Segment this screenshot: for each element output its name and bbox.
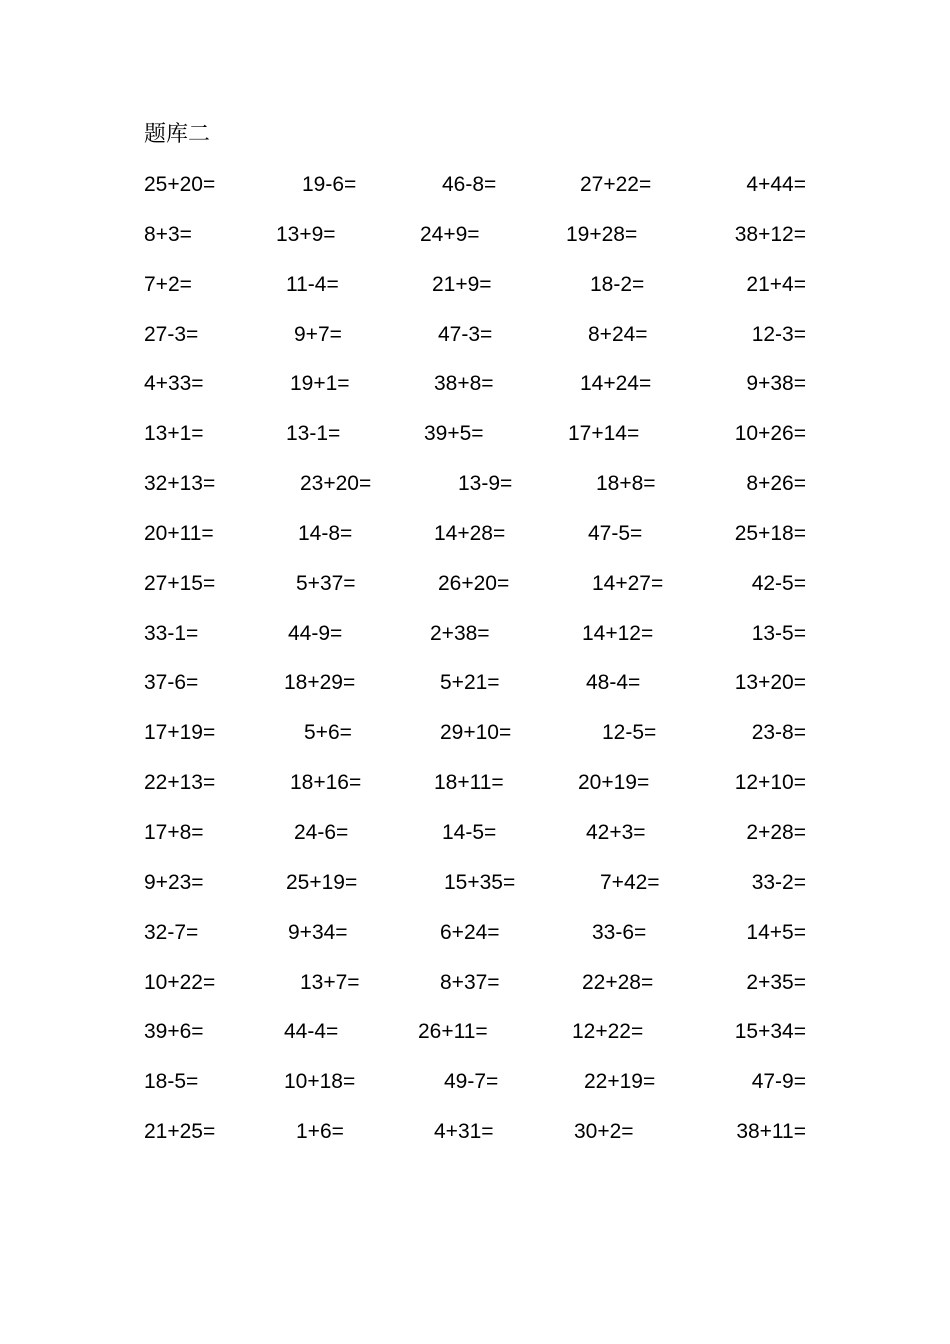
problem-cell: 8+3= xyxy=(144,222,192,246)
problem-row xyxy=(144,220,824,270)
problem-row xyxy=(144,1017,824,1067)
problem-cell: 5+37= xyxy=(296,571,356,595)
problem-row xyxy=(144,619,824,669)
problem-cell: 17+14= xyxy=(568,422,640,446)
problem-cell: 4+44= xyxy=(746,173,806,196)
problem-cell: 13-1= xyxy=(286,422,341,446)
problem-cell: 14+5= xyxy=(746,920,806,944)
problem-grid xyxy=(144,170,824,1167)
problem-cell: 47-9= xyxy=(751,1070,806,1094)
problem-cell: 17+19= xyxy=(144,721,216,745)
problem-cell: 9+34= xyxy=(288,920,348,944)
problem-cell: 19+28= xyxy=(566,222,638,246)
problem-cell: 9+7= xyxy=(294,322,342,346)
problem-cell: 24-6= xyxy=(294,820,349,844)
problem-cell: 24+9= xyxy=(420,222,480,246)
problem-cell: 18+11= xyxy=(434,771,504,795)
problem-cell: 2+28= xyxy=(746,820,806,844)
problem-cell: 39+6= xyxy=(144,1020,204,1044)
problem-row xyxy=(144,270,824,320)
problem-cell: 30+2= xyxy=(574,1120,634,1144)
problem-cell: 21+4= xyxy=(746,272,806,296)
problem-cell: 26+11= xyxy=(418,1020,488,1044)
problem-cell: 10+22= xyxy=(144,970,216,994)
problem-cell: 12+22= xyxy=(572,1020,644,1044)
problem-cell: 15+35= xyxy=(444,870,516,894)
problem-cell: 23-8= xyxy=(751,721,806,745)
page-title: 题库二 xyxy=(144,122,211,147)
problem-cell: 47-5= xyxy=(588,521,643,545)
problem-row xyxy=(144,968,824,1018)
problem-cell: 12-5= xyxy=(602,721,657,745)
problem-cell: 38+12= xyxy=(734,222,806,246)
problem-cell: 9+23= xyxy=(144,870,204,894)
problem-row xyxy=(144,718,824,768)
problem-cell: 2+35= xyxy=(746,970,806,994)
problem-cell: 27-3= xyxy=(144,322,199,346)
problem-cell: 14+12= xyxy=(582,621,654,645)
problem-cell: 14+27= xyxy=(592,571,664,595)
problem-cell: 18+16= xyxy=(290,771,362,795)
problem-cell: 4+31= xyxy=(434,1120,494,1144)
problem-cell: 33-2= xyxy=(751,870,806,894)
problem-cell: 6+24= xyxy=(440,920,500,944)
problem-cell: 22+28= xyxy=(582,970,654,994)
problem-cell: 44-9= xyxy=(288,621,343,645)
problem-cell: 13+20= xyxy=(734,671,806,695)
problem-row xyxy=(144,469,824,519)
problem-cell: 48-4= xyxy=(586,671,641,695)
problem-cell: 46-8= xyxy=(442,173,497,196)
problem-cell: 8+24= xyxy=(588,322,648,346)
problem-cell: 27+22= xyxy=(580,173,652,196)
problem-cell: 8+26= xyxy=(746,472,806,496)
problem-row xyxy=(144,170,824,220)
problem-cell: 25+20= xyxy=(144,173,216,196)
problem-cell: 14-8= xyxy=(298,521,353,545)
problem-cell: 11-4= xyxy=(286,272,339,296)
problem-cell: 22+13= xyxy=(144,771,216,795)
problem-cell: 37-6= xyxy=(144,671,199,695)
problem-cell: 5+21= xyxy=(440,671,500,695)
problem-row xyxy=(144,519,824,569)
problem-cell: 32+13= xyxy=(144,472,216,496)
problem-cell: 8+37= xyxy=(440,970,500,994)
problem-row xyxy=(144,1067,824,1117)
problem-cell: 4+33= xyxy=(144,372,204,396)
problem-row xyxy=(144,419,824,469)
problem-cell: 9+38= xyxy=(746,372,806,396)
problem-cell: 42-5= xyxy=(751,571,806,595)
problem-cell: 25+18= xyxy=(734,521,806,545)
problem-cell: 2+38= xyxy=(430,621,490,645)
problem-cell: 44-4= xyxy=(284,1020,339,1044)
problem-cell: 38+8= xyxy=(434,372,494,396)
problem-cell: 49-7= xyxy=(444,1070,499,1094)
problem-row xyxy=(144,768,824,818)
problem-cell: 33-6= xyxy=(592,920,647,944)
problem-cell: 25+19= xyxy=(286,870,358,894)
problem-cell: 1+6= xyxy=(296,1120,344,1144)
problem-cell: 14+28= xyxy=(434,521,506,545)
problem-cell: 14+24= xyxy=(580,372,652,396)
problem-cell: 12-3= xyxy=(751,322,806,346)
problem-row xyxy=(144,918,824,968)
problem-row xyxy=(144,868,824,918)
problem-cell: 7+42= xyxy=(600,870,660,894)
problem-cell: 26+20= xyxy=(438,571,510,595)
problem-cell: 7+2= xyxy=(144,272,192,296)
problem-row xyxy=(144,320,824,370)
problem-cell: 13-5= xyxy=(751,621,806,645)
problem-cell: 18-2= xyxy=(590,272,645,296)
problem-cell: 13-9= xyxy=(458,472,513,496)
problem-cell: 21+9= xyxy=(432,272,492,296)
problem-cell: 13+9= xyxy=(276,222,336,246)
problem-row xyxy=(144,818,824,868)
problem-cell: 42+3= xyxy=(586,820,646,844)
problem-row xyxy=(144,1117,824,1167)
problem-row xyxy=(144,369,824,419)
problem-cell: 22+19= xyxy=(584,1070,656,1094)
problem-cell: 14-5= xyxy=(442,820,497,844)
problem-cell: 33-1= xyxy=(144,621,199,645)
problem-cell: 12+10= xyxy=(734,771,806,795)
problem-cell: 47-3= xyxy=(438,322,493,346)
problem-cell: 20+11= xyxy=(144,521,214,545)
problem-cell: 23+20= xyxy=(300,472,372,496)
problem-cell: 18-5= xyxy=(144,1070,199,1094)
problem-cell: 17+8= xyxy=(144,820,204,844)
problem-cell: 10+18= xyxy=(284,1070,356,1094)
problem-cell: 13+1= xyxy=(144,422,204,446)
problem-cell: 39+5= xyxy=(424,422,484,446)
problem-cell: 19-6= xyxy=(302,173,357,196)
problem-cell: 19+1= xyxy=(290,372,350,396)
problem-cell: 21+25= xyxy=(144,1120,216,1144)
problem-cell: 10+26= xyxy=(734,422,806,446)
problem-cell: 18+29= xyxy=(284,671,356,695)
problem-cell: 20+19= xyxy=(578,771,650,795)
problem-cell: 15+34= xyxy=(734,1020,806,1044)
problem-cell: 5+6= xyxy=(304,721,352,745)
problem-row xyxy=(144,668,824,718)
problem-cell: 27+15= xyxy=(144,571,216,595)
problem-cell: 29+10= xyxy=(440,721,512,745)
problem-cell: 32-7= xyxy=(144,920,199,944)
problem-row xyxy=(144,569,824,619)
problem-cell: 38+11= xyxy=(736,1120,806,1144)
problem-cell: 18+8= xyxy=(596,472,656,496)
problem-cell: 13+7= xyxy=(300,970,360,994)
